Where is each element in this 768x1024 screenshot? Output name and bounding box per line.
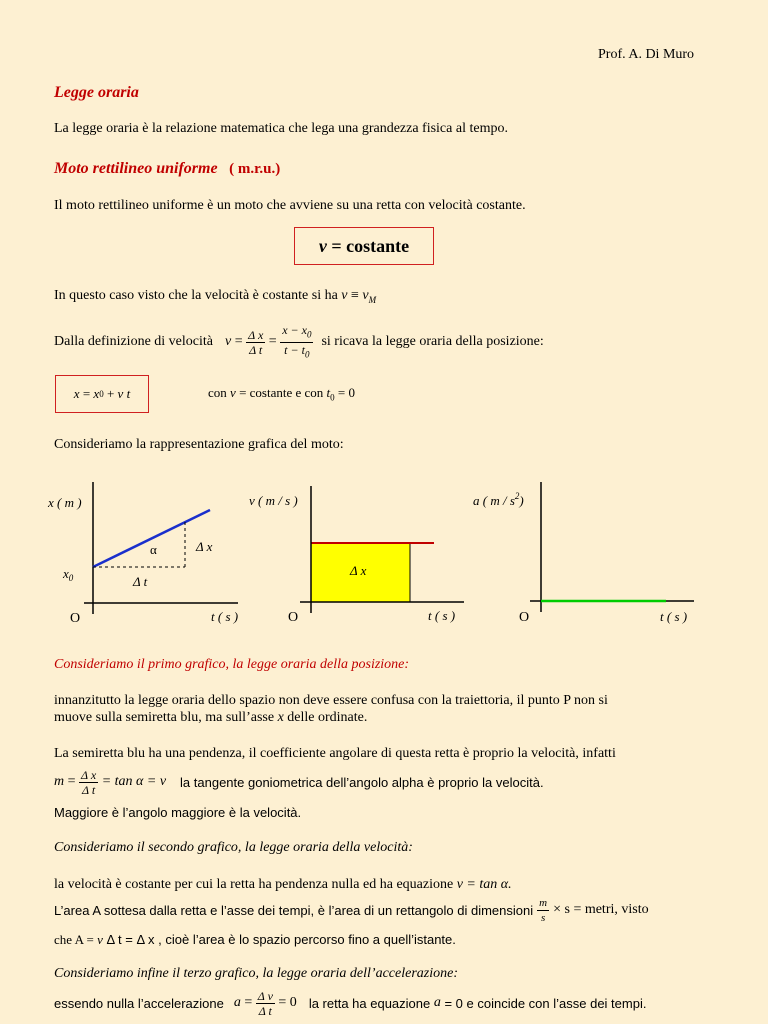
paragraph: Maggiore è l’angolo maggiore è la velocità. xyxy=(54,805,302,820)
condition-line: con v = costante e con $t_0 = 0$ xyxy=(208,385,355,403)
fraction-dv-dt: $\frac{\text{Δ v}}{\text{Δ t}}$ xyxy=(257,988,273,1018)
paragraph: muove sulla semiretta blu, ma sull’asse x delle ordinate. xyxy=(54,710,368,725)
paragraph-title: Consideriamo infine il terzo grafico, la legge oraria dell’accelerazione: xyxy=(54,966,458,981)
graph-velocity xyxy=(249,486,464,625)
case-v: v xyxy=(341,288,348,303)
box-v: v xyxy=(318,235,327,256)
constant-velocity-box xyxy=(294,227,434,265)
case-line xyxy=(54,288,376,305)
velocity-definition xyxy=(54,324,544,360)
graph2-ylabel: v ( m / s ) xyxy=(249,493,298,508)
graph3-origin: O xyxy=(519,610,530,625)
paragraph: La legge oraria è la relazione matematica che lega una grandezza fisica al tempo. xyxy=(54,121,508,136)
fraction-x-t: $\frac{x - x_0}{t - t_0}$ xyxy=(282,323,312,359)
def-eq: = xyxy=(231,334,247,349)
def-eq2: = xyxy=(265,334,281,349)
case-eq: ≡ xyxy=(347,288,363,303)
graph-acceleration xyxy=(473,482,694,625)
paragraph-title: Consideriamo il secondo grafico, la legge oraria della velocità: xyxy=(54,840,413,855)
graph2-origin: O xyxy=(288,610,299,625)
section-title-abbr: ( m.r.u.) xyxy=(229,161,281,177)
fraction-dx-dt: $\frac{\text{Δ x}}{\text{Δ t}}$ xyxy=(81,767,97,797)
graph1-x0: $x_0$ xyxy=(63,566,74,583)
paragraph: Consideriamo la rappresentazione grafica del moto: xyxy=(54,437,344,452)
case-vm: v xyxy=(362,288,369,303)
acceleration-line: essendo nulla l’accelerazione a = $\frac{\text{Δ v}}{\text{Δ t}}$ = 0 la retta ha equazione a = 0 e coincide con l’asse dei tempi. xyxy=(54,988,647,1018)
graph3-ylabel: a ( m / $s^2$) xyxy=(473,491,524,508)
graph1-ylabel: x ( m ) xyxy=(48,495,82,510)
motion-graphs xyxy=(0,470,768,640)
graph1-dt: Δ t xyxy=(133,574,148,589)
fraction-dx-dt: $\frac{\text{Δ x}}{\text{Δ t}}$ xyxy=(248,327,264,357)
area-line: L’area A sottesa dalla retta e l’asse dei tempi, è l’area di un rettangolo di dimensioni $\frac{m}{s}$ × s = metri, visto xyxy=(54,896,649,924)
graph2-area-label: Δ x xyxy=(350,563,367,578)
def-after: si ricava la legge oraria della posizione: xyxy=(321,334,544,349)
paragraph: La semiretta blu ha una pendenza, il coefficiente angolare di questa retta è proprio la velocità, infatti xyxy=(54,746,616,761)
graph2-xlabel: t ( s ) xyxy=(428,608,456,623)
paragraph: Il moto rettilineo uniforme è un moto che avviene su una retta con velocità costante. xyxy=(54,198,526,213)
section-title-text: Moto rettilineo uniforme xyxy=(54,160,218,177)
author-label: Prof. A. Di Muro xyxy=(598,47,695,62)
section-title-mru xyxy=(54,160,280,178)
graph-position xyxy=(47,482,238,626)
graph1-origin: O xyxy=(70,611,81,626)
graph1-dx: Δ x xyxy=(196,539,213,554)
paragraph: che A = v Δ t = Δ x , cioè l’area è lo spazio percorso fino a quell’istante. xyxy=(54,932,456,947)
paragraph: la velocità è costante per cui la retta ha pendenza nulla ed ha equazione v = tan α. xyxy=(54,877,512,892)
fraction-m-s: $\frac{m}{s}$ xyxy=(539,896,548,924)
graph1-xlabel: t ( s ) xyxy=(211,609,239,624)
def-v: v xyxy=(225,334,232,349)
graph3-xlabel: t ( s ) xyxy=(660,609,688,624)
case-m: M xyxy=(368,294,377,305)
def-text: Dalla definizione di velocità xyxy=(54,334,213,349)
law-box: x = x 0 + v t xyxy=(55,375,149,413)
section-title-legge-oraria: Legge oraria xyxy=(54,84,139,101)
box-text: = costante xyxy=(326,235,410,256)
graph1-blue-line xyxy=(93,510,210,567)
case-text: In questo caso visto che la velocità è costante si ha xyxy=(54,288,342,303)
slope-equation: m = $\frac{\text{Δ x}}{\text{Δ t}}$ = tan α = v la tangente goniometrica dell’angolo alpha è proprio la velocità. xyxy=(54,767,544,797)
paragraph-title: Consideriamo il primo grafico, la legge oraria della posizione: xyxy=(54,657,410,672)
paragraph: innanzitutto la legge oraria dello spazio non deve essere confusa con la traiettoria, il punto P non si xyxy=(54,693,608,708)
graph1-alpha: α xyxy=(150,542,157,557)
